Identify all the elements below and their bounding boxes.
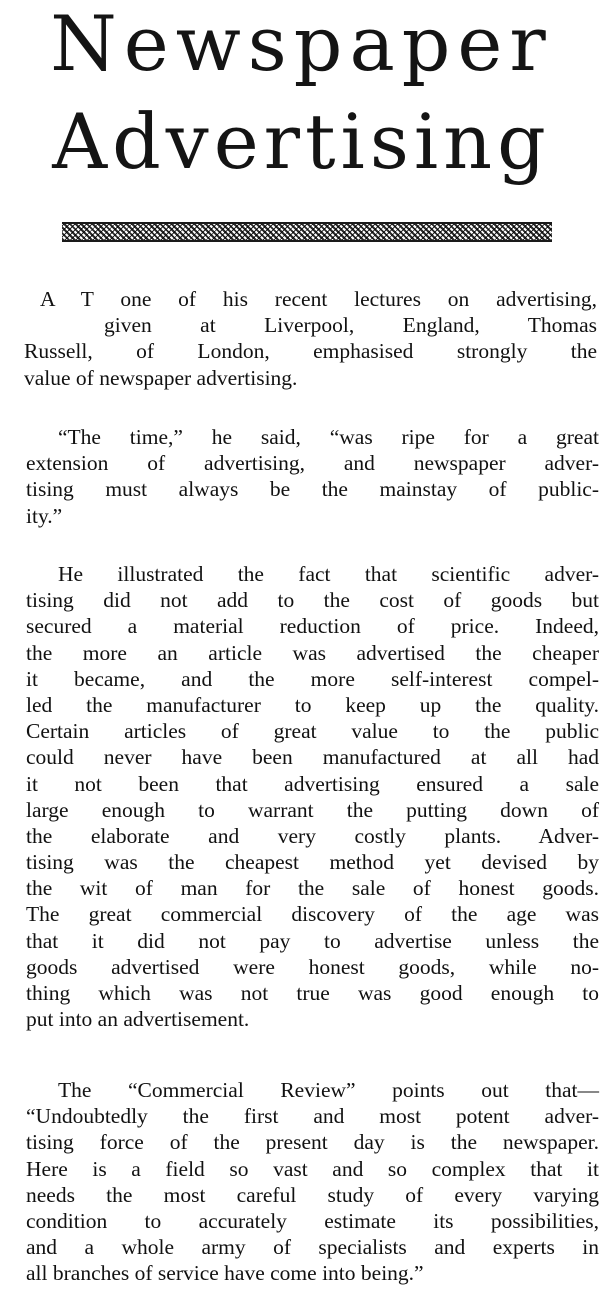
text-line: it not been that advertising ensured a sale: [26, 771, 599, 796]
text-line: thing which was not true was good enough to: [26, 981, 599, 1005]
paragraph-1: [0, 286, 603, 391]
text-line: Russell, of London, emphasised strongly the: [24, 339, 597, 364]
paragraph-2: [0, 424, 603, 529]
text-line: value of newspaper advertising.: [24, 365, 298, 390]
text-line: The great commercial discovery of the age was: [26, 902, 599, 927]
headline-line-1: Newspaper: [50, 0, 553, 88]
text-line: tising force of the present day is the newspaper.: [26, 1130, 599, 1155]
text-line: “The time,” he said, “was ripe for a great: [58, 425, 599, 449]
text-line: A T one of his recent lectures on advertising,: [40, 287, 597, 311]
text-line: all branches of service have come into being.”: [26, 1261, 424, 1286]
text-line: condition to accurately estimate its possibilities,: [26, 1208, 599, 1233]
headline-line-2: Advertising: [52, 97, 551, 186]
text-line: the wit of man for the sale of honest goods.: [26, 876, 599, 901]
text-line: Here is a field so vast and so complex that it: [26, 1156, 599, 1181]
paragraph-3: [0, 561, 603, 1032]
text-line: large enough to warrant the putting down of: [26, 797, 599, 822]
text-line: could never have been manufactured at all had: [26, 745, 599, 770]
text-line: secured a material reduction of price. Indeed,: [26, 614, 599, 639]
paragraph-4: [0, 1077, 603, 1287]
text-line: it became, and the more self-interest compel-: [26, 666, 599, 691]
text-line: put into an advertisement.: [26, 1007, 250, 1032]
text-line: the more an article was advertised the cheaper: [26, 640, 599, 665]
text-line: needs the most careful study of every varying: [26, 1182, 599, 1207]
text-line: The “Commercial Review” points out that—: [58, 1078, 599, 1102]
text-line: and a whole army of specialists and experts in: [26, 1235, 599, 1260]
text-line: “Undoubtedly the first and most potent adver-: [26, 1104, 599, 1129]
text-line: tising must always be the mainstay of public-: [26, 477, 599, 502]
text-line: led the manufacturer to keep up the quality.: [26, 692, 599, 717]
decorative-rule: [62, 222, 552, 242]
text-line: the elaborate and very costly plants. Adver-: [26, 823, 599, 848]
text-line: tising was the cheapest method yet devised by: [26, 850, 599, 875]
text-line: extension of advertising, and newspaper adver-: [26, 451, 599, 476]
text-line: tising did not add to the cost of goods but: [26, 588, 599, 613]
text-line: given at Liverpool, England, Thomas: [104, 313, 597, 338]
text-line: Certain articles of great value to the public: [26, 719, 599, 744]
text-line: goods advertised were honest goods, while no-: [26, 954, 599, 979]
text-line: that it did not pay to advertise unless the: [26, 928, 599, 953]
text-line: ity.”: [26, 503, 63, 528]
text-line: He illustrated the fact that scientific adver-: [58, 562, 599, 586]
